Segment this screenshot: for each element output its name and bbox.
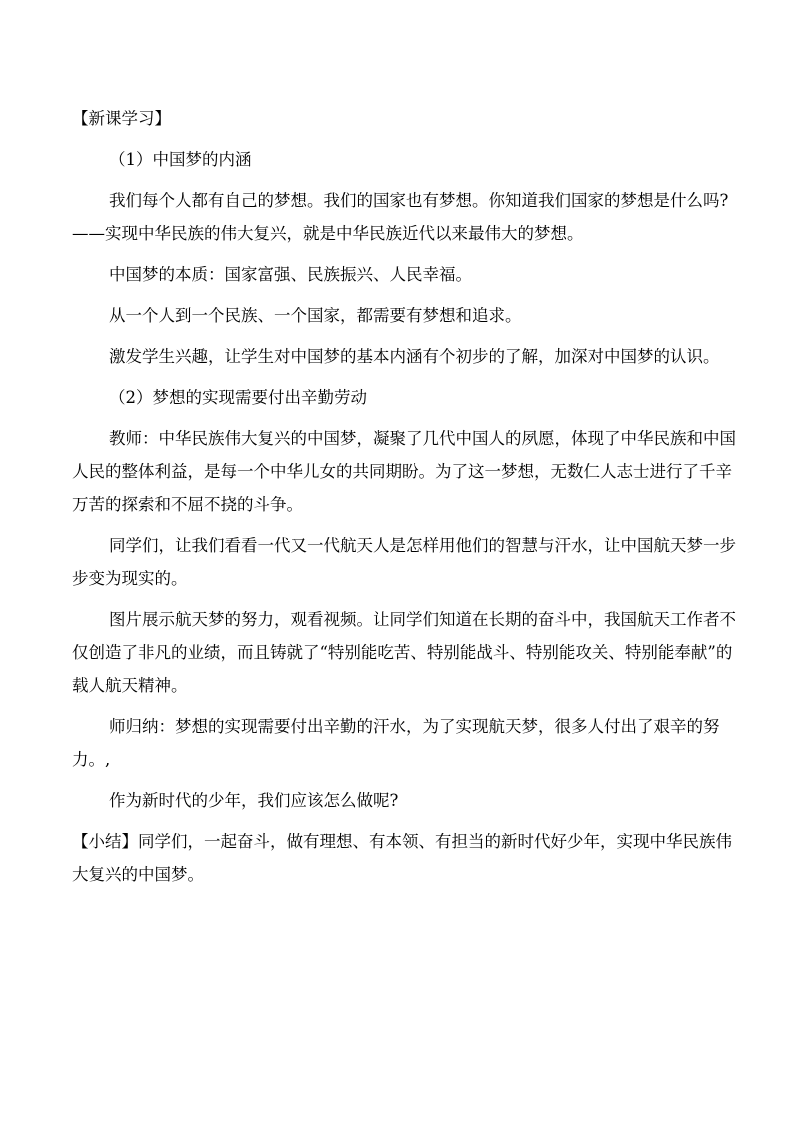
summary-paragraph: 【小结】同学们，一起奋斗，做有理想、有本领、有担当的新时代好少年，实现中华民族伟大复兴的中国梦。	[72, 832, 732, 884]
paragraph-2: 中国梦的本质：国家富强、民族振兴、人民幸福。	[109, 265, 472, 284]
paragraph-4: 激发学生兴趣，让学生对中国梦的基本内涵有个初步的了解，加深对中国梦的认识。	[109, 347, 720, 366]
document-body	[72, 102, 737, 899]
paragraph-5: 教师：中华民族伟大复兴的中国梦，凝聚了几代中国人的夙愿，体现了中华民族和中国人民的整体利益，是每一个中华儿女的共同期盼。为了这一梦想，无数仁人志士进行了千辛万苦的探索和不屈不挠的斗争。	[72, 429, 736, 514]
subsection-title-2: （2）梦想的实现需要付出辛勤劳动	[109, 388, 367, 407]
section-heading: 【新课学习】	[72, 109, 171, 128]
paragraph-9: 作为新时代的少年，我们应该怎么做呢?	[109, 791, 399, 810]
subsection-title-1: （1）中国梦的内涵	[109, 150, 252, 169]
paragraph-8: 师归纳：梦想的实现需要付出辛勤的汗水，为了实现航天梦，很多人付出了艰辛的努力。,	[72, 717, 720, 769]
paragraph-3: 从一个人到一个民族、一个国家，都需要有梦想和追求。	[109, 306, 522, 325]
paragraph-7: 图片展示航天梦的努力，观看视频。让同学们知道在长期的奋斗中，我国航天工作者不仅创造了非凡的业绩，而且铸就了“特别能吃苦、特别能战斗、特别能攻关、特别能奉献”的载人航天精神。	[72, 610, 736, 695]
paragraph-1: 我们每个人都有自己的梦想。我们的国家也有梦想。你知道我们国家的梦想是什么吗?——实现中华民族的伟大复兴，就是中华民族近代以来最伟大的梦想。	[72, 191, 729, 243]
paragraph-6: 同学们，让我们看看一代又一代航天人是怎样用他们的智慧与汗水，让中国航天梦一步步变为现实的。	[72, 536, 736, 588]
